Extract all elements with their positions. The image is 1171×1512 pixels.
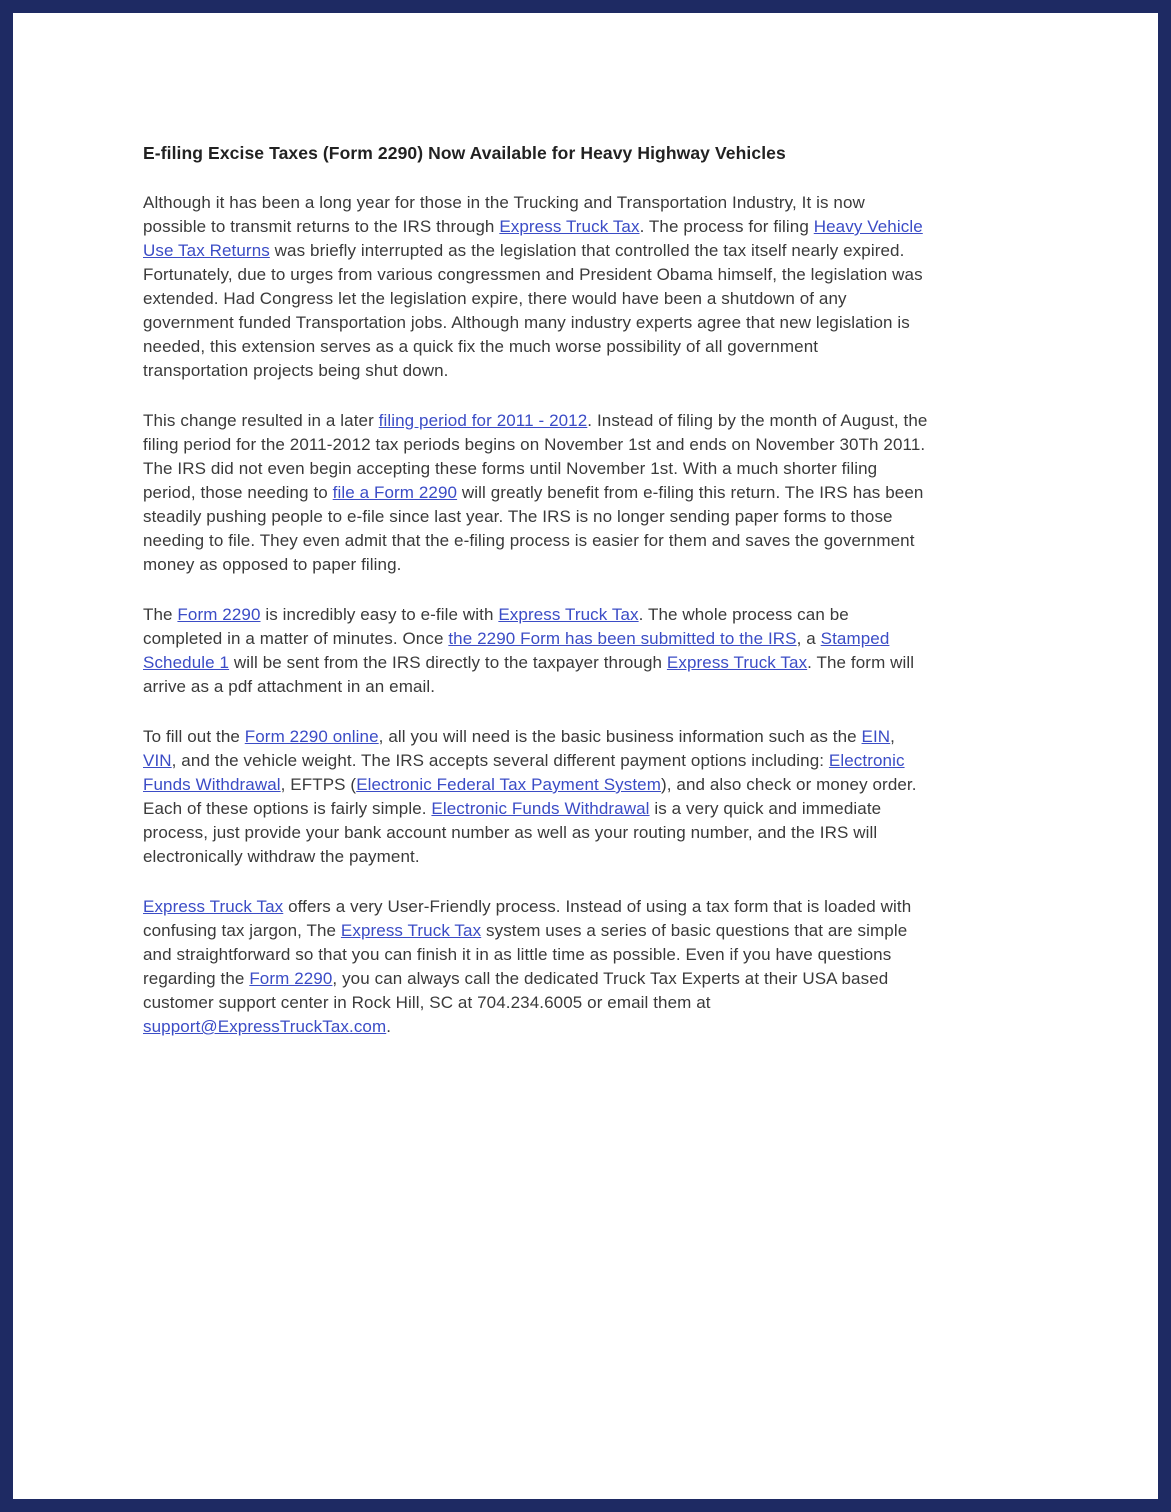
page-title: E-filing Excise Taxes (Form 2290) Now Available for Heavy Highway Vehicles bbox=[143, 143, 786, 163]
inline-link[interactable]: Express Truck Tax bbox=[498, 605, 639, 624]
paragraph: This change resulted in a later filing period for 2011 - 2012. Instead of filing by the month of August, the filing period for the 2011-2012 tax periods begins on November 1st and ends on November 30Th 2011. The IRS did not even begin accepting these forms until November 1st. With a much shorter filing period, those needing to file a Form 2290 will greatly benefit from e-filing this return. The IRS has been steadily pushing people to e-file since last year. The IRS is no longer sending paper forms to those needing to file. They even admit that the e-filing process is easier for them and saves the government money as opposed to paper filing. bbox=[143, 411, 928, 574]
document-content bbox=[13, 13, 1043, 1125]
inline-link[interactable]: Heavy Vehicle Use Tax Returns bbox=[143, 217, 923, 260]
inline-link[interactable]: filing period for 2011 - 2012 bbox=[378, 411, 588, 430]
paragraph: Although it has been a long year for those in the Trucking and Transportation Industry, It is now possible to transmit returns to the IRS through Express Truck Tax. The process for filing Heavy Vehicle Use Tax Returns was briefly interrupted as the legislation that controlled the tax itself nearly expired. Fortunately, due to urges from various congressmen and President Obama himself, the legislation was extended. Had Congress let the legislation expire, there would have been a shutdown of any government funded Transportation jobs. Although many industry experts agree that new legislation is needed, this extension serves as a quick fix the much worse possibility of all government transportation projects being shut down. bbox=[143, 193, 923, 380]
paragraph: To fill out the Form 2290 online, all you will need is the basic business information such as the EIN, VIN, and the vehicle weight. The IRS accepts several different payment options including: Electronic Funds Withdrawal, EFTPS (Electronic Federal Tax Payment System), and also check or money order. Each of these options is fairly simple. Electronic Funds Withdrawal is a very quick and immediate process, just provide your bank account number as well as your routing number, and the IRS will electronically withdraw the payment. bbox=[143, 727, 917, 866]
paragraph: Express Truck Tax offers a very User-Friendly process. Instead of using a tax form that is loaded with confusing tax jargon, The Express Truck Tax system uses a series of basic questions that are simple and straightforward so that you can finish it in as little time as possible. Even if you have questions regarding the Form 2290, you can always call the dedicated Truck Tax Experts at their USA based customer support center in Rock Hill, SC at 704.234.6005 or email them at support@ExpressTruckTax.com. bbox=[143, 897, 912, 1036]
inline-link[interactable]: Form 2290 bbox=[177, 605, 261, 624]
inline-link[interactable]: Form 2290 bbox=[249, 969, 333, 988]
inline-link[interactable]: Electronic Funds Withdrawal bbox=[431, 799, 650, 818]
inline-link[interactable]: Stamped Schedule 1 bbox=[143, 629, 890, 672]
document-page bbox=[13, 13, 1158, 1499]
inline-link[interactable]: Express Truck Tax bbox=[499, 217, 640, 236]
inline-link[interactable]: file a Form 2290 bbox=[332, 483, 458, 502]
inline-link[interactable]: Form 2290 online bbox=[244, 727, 379, 746]
inline-link[interactable]: Electronic Federal Tax Payment System bbox=[356, 775, 661, 794]
inline-link[interactable]: EIN bbox=[861, 727, 891, 746]
inline-link[interactable]: VIN bbox=[143, 751, 172, 770]
inline-link[interactable]: Electronic Funds Withdrawal bbox=[143, 751, 905, 794]
inline-link[interactable]: the 2290 Form has been submitted to the IRS bbox=[448, 629, 797, 648]
inline-link[interactable]: support@ExpressTruckTax.com bbox=[143, 1017, 387, 1036]
inline-link[interactable]: Express Truck Tax bbox=[143, 897, 284, 916]
paragraph: The Form 2290 is incredibly easy to e-file with Express Truck Tax. The whole process can be completed in a matter of minutes. Once the 2290 Form has been submitted to the IRS, a Stamped Schedule 1 will be sent from the IRS directly to the taxpayer through Express Truck Tax. The form will arrive as a pdf attachment in an email. bbox=[143, 605, 915, 696]
inline-link[interactable]: Express Truck Tax bbox=[666, 653, 808, 672]
inline-link[interactable]: Express Truck Tax bbox=[340, 921, 482, 940]
